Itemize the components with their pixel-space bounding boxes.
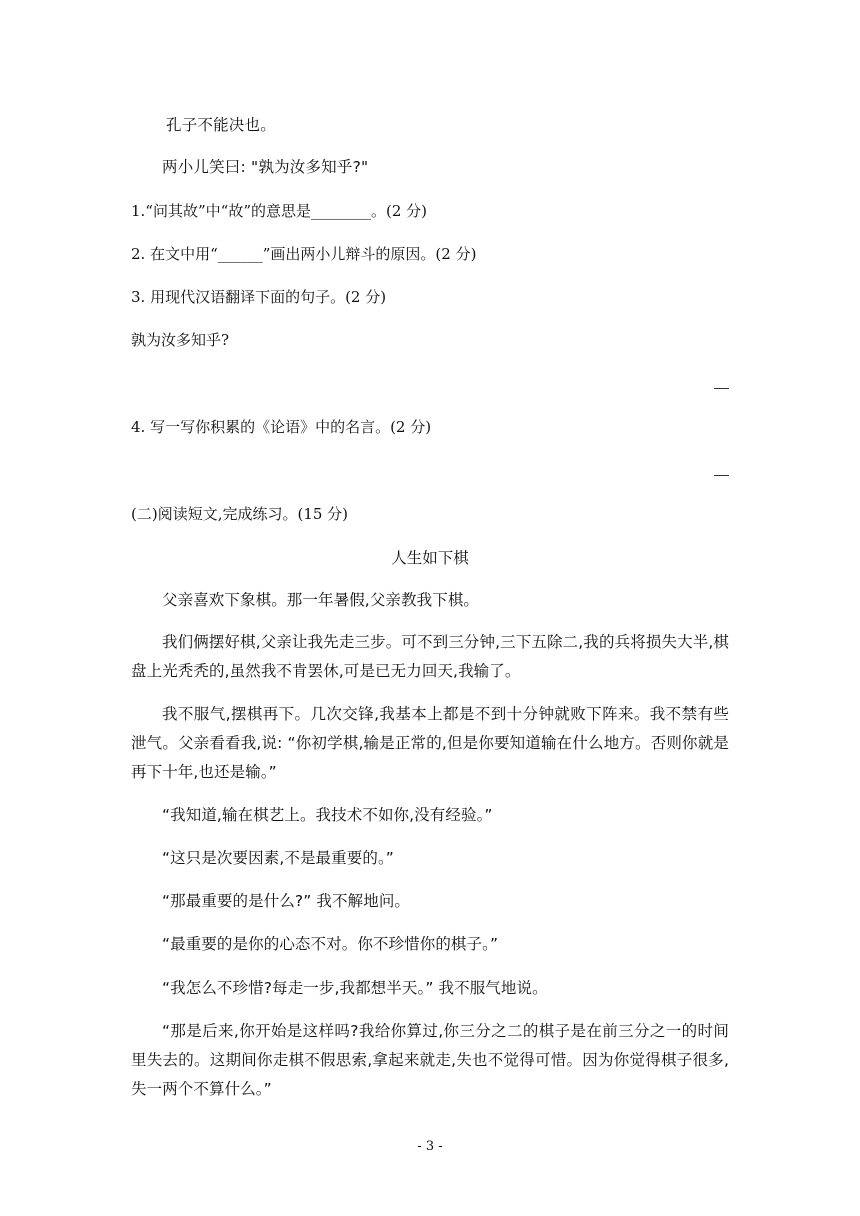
passage-paragraph: “我知道,输在棋艺上。我技术不如你,没有经验。” (162, 806, 493, 824)
passage-paragraph: “这只是次要因素,不是最重要的。” (162, 849, 394, 867)
passage-paragraph: “那是后来,你开始是这样吗?我给你算过,你三分之二的棋子是在前三分之一的时间里失去的。这期间你走棋不假思索,拿起来就走,失也不觉得可惜。因为你觉得棋子很多,失一两个不算什么。” (131, 1022, 729, 1098)
question-1: 1.“问其故”中“故”的意思是________。(2 分) (131, 202, 428, 220)
page-number: - 3 - (417, 1139, 443, 1154)
question-3: 3. 用现代汉语翻译下面的句子。(2 分) (131, 288, 387, 306)
question-3-sentence: 孰为汝多知乎? (131, 331, 230, 349)
passage-paragraph: “那最重要的是什么?” 我不解地问。 (162, 892, 411, 910)
passage-paragraph: 我不服气,摆棋再下。几次交锋,我基本上都是不到十分钟就败下阵来。我不禁有些泄气。父亲看看我,说: “你初学棋,输是正常的,但是你要知道输在什么地方。否则你就是再下十年,也还是输。” (131, 705, 729, 781)
passage-paragraph: 我们俩摆好棋,父亲让我先走三步。可不到三分钟,三下五除二,我的兵将损失大半,棋盘上光秃秃的,虽然我不肯罢休,可是已无力回天,我输了。 (131, 633, 729, 680)
answer-line (714, 388, 729, 389)
passage-title: 人生如下棋 (391, 549, 469, 567)
answer-line (714, 475, 729, 476)
passage-paragraph: 父亲喜欢下象棋。那一年暑假,父亲教我下棋。 (162, 591, 480, 609)
classical-text-line: 孔子不能决也。 (166, 116, 276, 134)
question-2: 2. 在文中用“______”画出两小儿辩斗的原因。(2 分) (131, 245, 477, 263)
passage-paragraph: “我怎么不珍惜?每走一步,我都想半天。” 我不服气地说。 (162, 979, 548, 997)
question-4: 4. 写一写你积累的《论语》中的名言。(2 分) (131, 418, 432, 436)
passage-paragraph: “最重要的是你的心态不对。你不珍惜你的棋子。” (162, 935, 499, 953)
section-heading: (二)阅读短文,完成练习。(15 分) (131, 505, 349, 523)
classical-text-line: 两小儿笑曰: "孰为汝多知乎?" (162, 158, 369, 176)
